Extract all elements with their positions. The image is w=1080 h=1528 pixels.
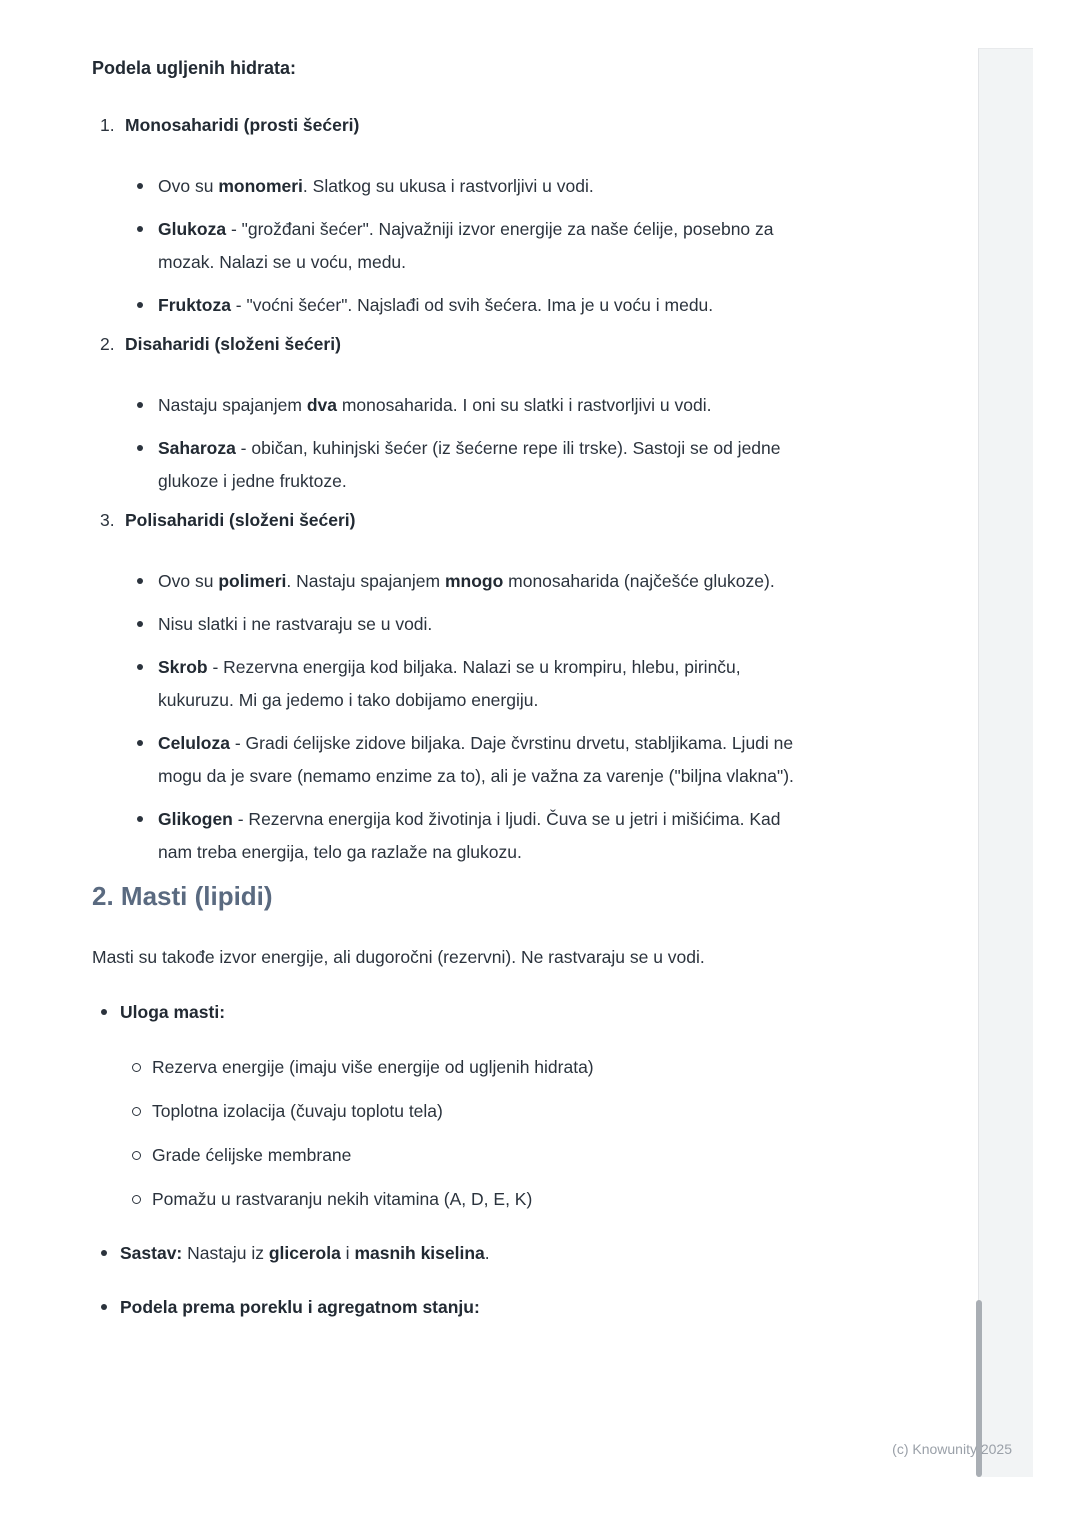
scrollbar-track[interactable] xyxy=(978,48,1033,1477)
list-item: Skrob - Rezervna energija kod biljaka. Nalazi se u krompiru, hlebu, pirinču, kukuruzu. Mi ga jedemo i tako dobijamo energiju. xyxy=(125,651,815,717)
list-item: Saharoza - običan, kuhinjski šećer (iz šećerne repe ili trske). Sastoji se od jedne glukoze i jedne fruktoze. xyxy=(125,432,815,498)
list-item-podela: Podela prema poreklu i agregatnom stanju: xyxy=(92,1291,812,1324)
masti-list xyxy=(92,996,872,1324)
section-intro: Masti su takođe izvor energije, ali dugoročni (rezervni). Ne rastvaraju se u vodi. xyxy=(92,947,705,967)
item-number: 3. xyxy=(100,510,115,530)
bullet-list xyxy=(125,389,872,498)
list-item: Pomažu u rastvaranju nekih vitamina (A, D, E, K) xyxy=(120,1183,812,1216)
list-item: Nastaju spajanjem dva monosaharida. I oni su slatki i rastvorljivi u vodi. xyxy=(125,389,815,422)
list-item: Grade ćelijske membrane xyxy=(120,1139,812,1172)
list-item: Fruktoza - "voćni šećer". Najslađi od svih šećera. Ima je u voću i medu. xyxy=(125,289,815,322)
document-title: Podela ugljenih hidrata: xyxy=(92,58,297,78)
sub-bullet-list xyxy=(120,1051,812,1216)
list-item: Glikogen - Rezervna energija kod životinja i ljudi. Čuva se u jetri i mišićima. Kad nam treba energija, telo ga razlaže na glukozu. xyxy=(125,803,815,869)
carbohydrates-list xyxy=(92,114,872,869)
list-item: Ovo su monomeri. Slatkog su ukusa i rastvorljivi u vodi. xyxy=(125,170,815,203)
item-number: 2. xyxy=(100,334,115,354)
list-item-text: Uloga masti: xyxy=(120,1002,226,1022)
numbered-item-monosaharidi xyxy=(92,114,872,322)
list-item-uloga-masti xyxy=(92,996,812,1216)
list-item: Glukoza - "grožđani šećer". Najvažniji izvor energije za naše ćelije, posebno za mozak. Nalazi se u voću, medu. xyxy=(125,213,815,279)
bullet-list xyxy=(125,170,872,322)
list-item-sastav: Sastav: Nastaju iz glicerola i masnih kiselina. xyxy=(92,1237,812,1270)
list-item: Nisu slatki i ne rastvaraju se u vodi. xyxy=(125,608,815,641)
numbered-item-disaharidi xyxy=(92,333,872,498)
item-header: Disaharidi (složeni šećeri) xyxy=(125,334,341,354)
numbered-item-polisaharidi xyxy=(92,509,872,869)
document-content xyxy=(92,57,872,1345)
copyright-notice: (c) Knowunity 2025 xyxy=(892,1441,1012,1457)
list-item: Ovo su polimeri. Nastaju spajanjem mnogo monosaharida (najčešće glukoze). xyxy=(125,565,815,598)
bullet-list xyxy=(125,565,872,869)
list-item: Toplotna izolacija (čuvaju toplotu tela) xyxy=(120,1095,812,1128)
list-item: Rezerva energije (imaju više energije od ugljenih hidrata) xyxy=(120,1051,812,1084)
item-header: Polisaharidi (složeni šećeri) xyxy=(125,510,356,530)
item-number: 1. xyxy=(100,115,115,135)
item-header: Monosaharidi (prosti šećeri) xyxy=(125,115,360,135)
list-item: Celuloza - Gradi ćelijske zidove biljaka. Daje čvrstinu drvetu, stabljikama. Ljudi ne mogu da je svare (nemamo enzime za to), ali je važna za varenje ("biljna vlakna"). xyxy=(125,727,815,793)
section-heading-masti: 2. Masti (lipidi) xyxy=(92,881,273,911)
